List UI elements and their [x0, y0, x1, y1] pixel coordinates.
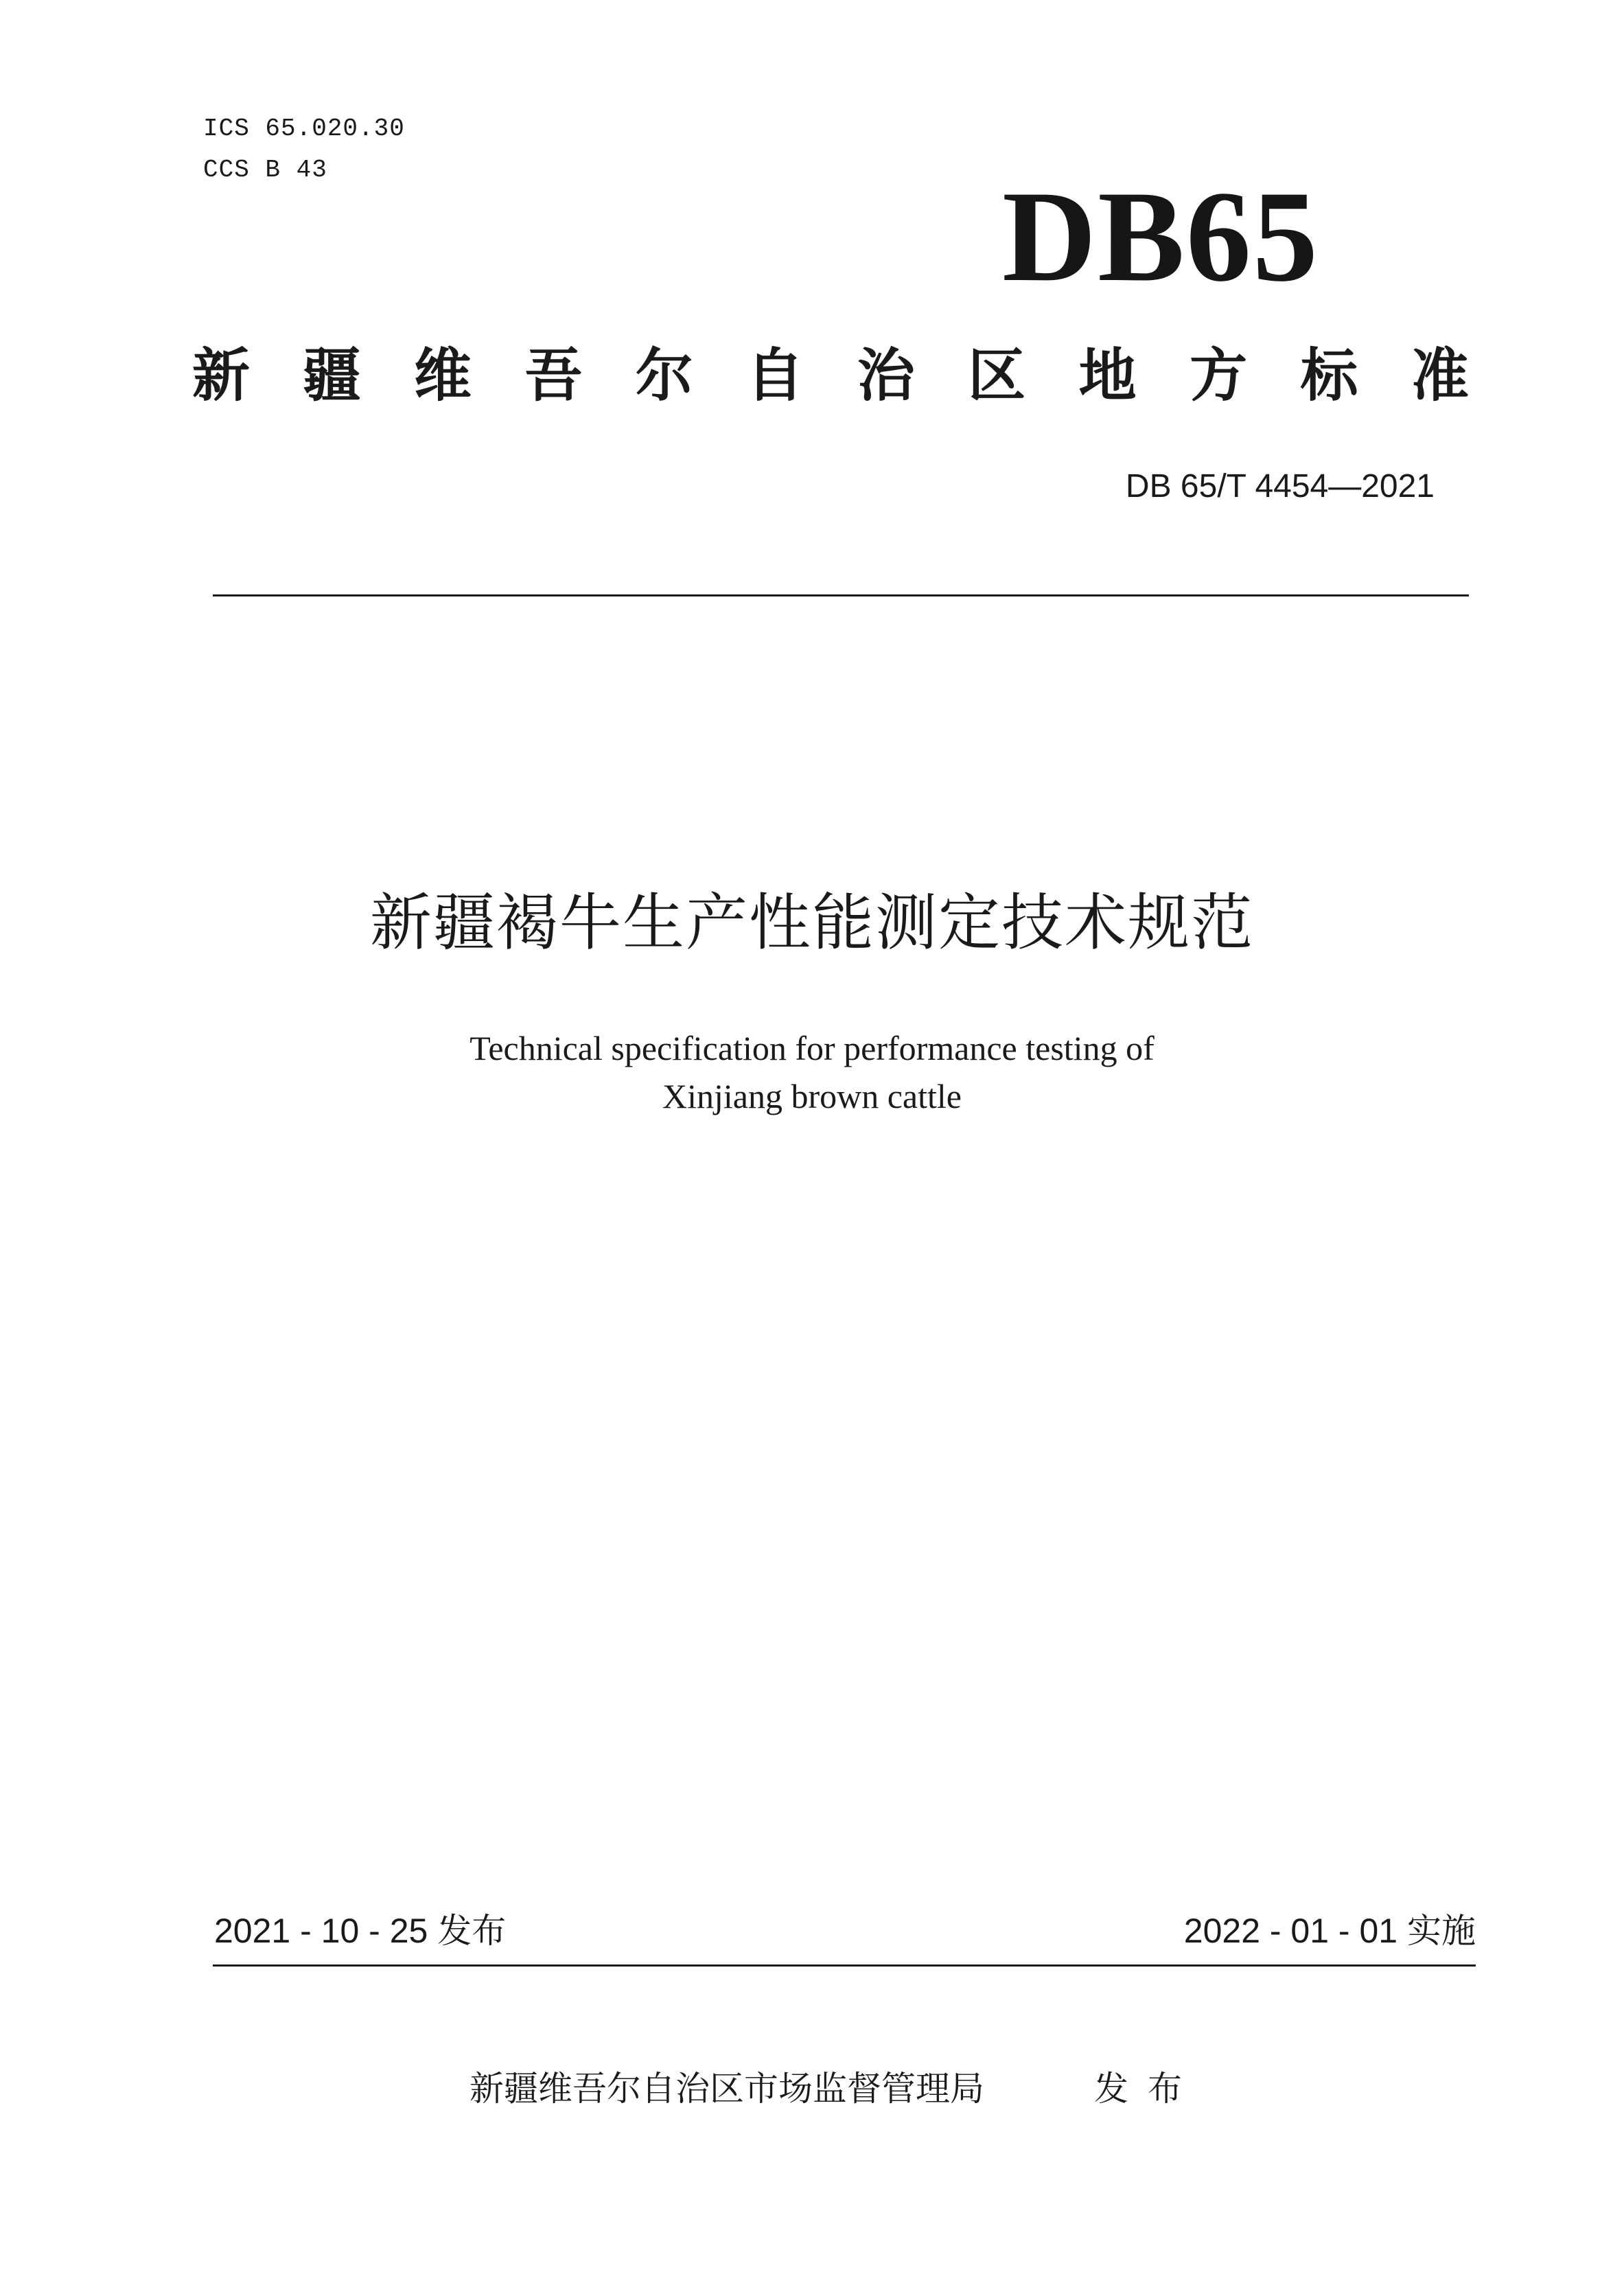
authority-char: 准: [1411, 342, 1469, 409]
authority-char: 维: [413, 342, 472, 409]
publisher-name: 新疆维吾尔自治区市场监督管理局: [469, 2069, 984, 2109]
issue-date: 2021 - 10 - 25 发布: [214, 1912, 507, 1950]
authority-char: 吾: [524, 342, 583, 409]
top-divider: [213, 594, 1469, 596]
authority-char: 尔: [635, 342, 693, 409]
authority-char: 疆: [303, 342, 361, 409]
authority-char: 地: [1078, 342, 1137, 409]
title-english-line-1: Technical specification for performance testing of: [469, 1029, 1155, 1067]
standard-number: DB 65/T 4454—2021: [1125, 468, 1435, 505]
authority-char: 区: [968, 342, 1026, 409]
issuing-authority-heading: [192, 342, 1469, 409]
bottom-divider: [213, 1964, 1476, 1967]
authority-char: 方: [1190, 342, 1248, 409]
publish-label: 发布: [1094, 2069, 1201, 2109]
ccs-code: CCS B 43: [203, 156, 327, 184]
title-english: [0, 1024, 1624, 1120]
authority-char: 标: [1300, 342, 1358, 409]
title-english-line-2: Xinjiang brown cattle: [662, 1077, 962, 1115]
authority-char: 自: [746, 342, 804, 409]
authority-char: 新: [192, 342, 251, 409]
authority-char: 治: [857, 342, 915, 409]
standard-mark: DB65: [1002, 165, 1319, 309]
implementation-date: 2022 - 01 - 01 实施: [1183, 1912, 1476, 1950]
ics-code: ICS 65.020.30: [203, 115, 405, 143]
title-chinese: 新疆褐牛生产性能测定技术规范: [370, 887, 1254, 959]
